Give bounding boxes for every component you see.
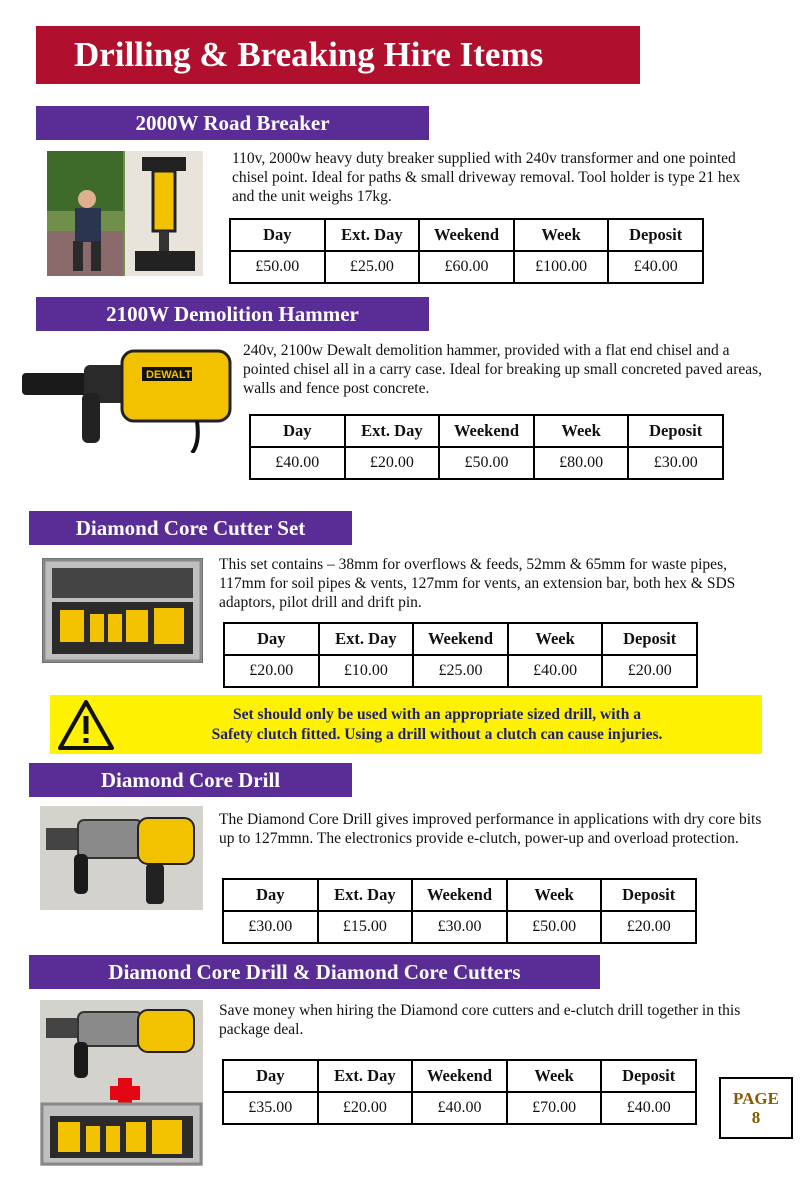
core-drill-photo [40, 806, 203, 910]
table-row [250, 447, 723, 479]
section-header-road-breaker: 2000W Road Breaker [36, 106, 429, 140]
road-breaker-price-table [229, 218, 704, 284]
header-deposit: Deposit [601, 879, 696, 911]
warning-triangle-icon [50, 699, 122, 751]
table-row [230, 251, 703, 283]
header-day: Day [230, 219, 325, 251]
table-row [223, 911, 696, 943]
table-row [224, 655, 697, 687]
price-deposit: £40.00 [608, 251, 703, 283]
price-day: £40.00 [250, 447, 345, 479]
price-ext-day: £20.00 [345, 447, 440, 479]
page-label: PAGE [733, 1089, 779, 1108]
header-weekend: Weekend [439, 415, 534, 447]
header-ext-day: Ext. Day [345, 415, 440, 447]
table-row [223, 1092, 696, 1124]
core-drill-description: The Diamond Core Drill gives improved performance in applications with dry core bits up to 127mmn. The electronics provide e-clutch, power-up and overload protection. [219, 811, 762, 847]
price-week: £40.00 [508, 655, 603, 687]
drill-and-cutters-photo [40, 1000, 203, 1166]
price-day: £30.00 [223, 911, 318, 943]
price-day: £35.00 [223, 1092, 318, 1124]
price-deposit: £20.00 [602, 655, 697, 687]
header-weekend: Weekend [413, 623, 508, 655]
price-weekend: £60.00 [419, 251, 514, 283]
price-ext-day: £10.00 [319, 655, 414, 687]
header-weekend: Weekend [412, 1060, 507, 1092]
price-week: £100.00 [514, 251, 609, 283]
table-header-row [230, 219, 703, 251]
core-cutter-set-price-table [223, 622, 698, 688]
header-day: Day [223, 1060, 318, 1092]
price-weekend: £30.00 [412, 911, 507, 943]
price-weekend: £40.00 [412, 1092, 507, 1124]
price-ext-day: £15.00 [318, 911, 413, 943]
price-week: £70.00 [507, 1092, 602, 1124]
svg-text:DEWALT: DEWALT [146, 369, 192, 381]
price-deposit: £30.00 [628, 447, 723, 479]
core-cutter-set-photo [42, 558, 203, 663]
core-drill-price-table [222, 878, 697, 944]
header-week: Week [507, 1060, 602, 1092]
header-week: Week [508, 623, 603, 655]
price-week: £80.00 [534, 447, 629, 479]
section-header-demolition-hammer: 2100W Demolition Hammer [36, 297, 429, 331]
header-day: Day [250, 415, 345, 447]
header-weekend: Weekend [412, 879, 507, 911]
page-number-box [719, 1077, 793, 1139]
demolition-hammer-photo [22, 343, 234, 453]
price-deposit: £40.00 [601, 1092, 696, 1124]
price-ext-day: £20.00 [318, 1092, 413, 1124]
table-header-row [250, 415, 723, 447]
header-week: Week [514, 219, 609, 251]
header-weekend: Weekend [419, 219, 514, 251]
header-week: Week [507, 879, 602, 911]
section-header-core-drill: Diamond Core Drill [29, 763, 352, 797]
header-ext-day: Ext. Day [325, 219, 420, 251]
header-ext-day: Ext. Day [318, 879, 413, 911]
header-day: Day [224, 623, 319, 655]
header-deposit: Deposit [628, 415, 723, 447]
price-weekend: £25.00 [413, 655, 508, 687]
header-ext-day: Ext. Day [318, 1060, 413, 1092]
header-deposit: Deposit [602, 623, 697, 655]
road-breaker-description: 110v, 2000w heavy duty breaker supplied with 240v transformer and one pointed chisel point. Ideal for paths & small driveway removal. Tool holder is type 21 hex and the unit weighs 17kg. [232, 150, 741, 205]
header-week: Week [534, 415, 629, 447]
table-header-row [223, 1060, 696, 1092]
table-header-row [224, 623, 697, 655]
warning-line-2: Safety clutch fitted. Using a drill without a clutch can cause injuries. [211, 725, 663, 743]
road-breaker-photo [47, 151, 203, 276]
header-deposit: Deposit [608, 219, 703, 251]
price-day: £20.00 [224, 655, 319, 687]
header-ext-day: Ext. Day [319, 623, 414, 655]
section-header-core-cutter-set: Diamond Core Cutter Set [29, 511, 352, 545]
page-title: Drilling & Breaking Hire Items [36, 26, 640, 84]
demolition-hammer-price-table [249, 414, 724, 480]
price-weekend: £50.00 [439, 447, 534, 479]
safety-warning [50, 695, 762, 754]
section-header-drill-and-cutters: Diamond Core Drill & Diamond Core Cutters [29, 955, 600, 989]
header-day: Day [223, 879, 318, 911]
warning-text [122, 705, 762, 745]
demolition-hammer-description: 240v, 2100w Dewalt demolition hammer, provided with a flat end chisel and a pointed chisel all in a carry case. Ideal for breaking up small concreted paved areas, walls and fence post concrete. [243, 342, 763, 397]
core-cutter-set-description: This set contains – 38mm for overflows & feeds, 52mm & 65mm for waste pipes, 117mm for soil pipes & vents, 127mm for vents, an extension bar, both hex & SDS adaptors, pilot drill and drift pin. [219, 556, 736, 611]
warning-line-1: Set should only be used with an appropriate sized drill, with a [233, 705, 641, 723]
drill-and-cutters-description: Save money when hiring the Diamond core cutters and e-clutch drill together in this package deal. [219, 1002, 741, 1038]
price-deposit: £20.00 [601, 911, 696, 943]
drill-and-cutters-price-table [222, 1059, 697, 1125]
page-number: 8 [751, 1108, 761, 1127]
price-ext-day: £25.00 [325, 251, 420, 283]
price-week: £50.00 [507, 911, 602, 943]
table-header-row [223, 879, 696, 911]
price-day: £50.00 [230, 251, 325, 283]
header-deposit: Deposit [601, 1060, 696, 1092]
